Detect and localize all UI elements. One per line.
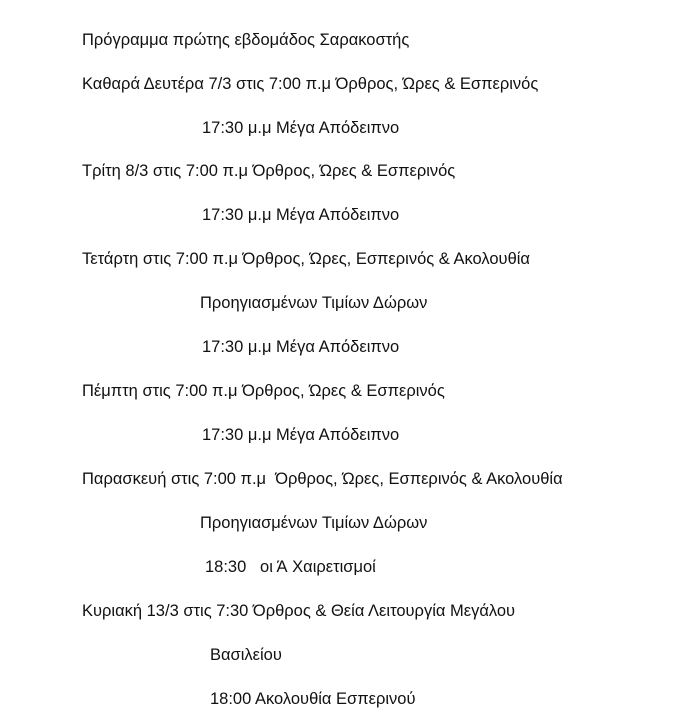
document-title: Πρόγραμμα πρώτης εβδομάδος Σαρακοστής <box>82 31 410 49</box>
wednesday-evening-line: 17:30 μ.μ Μέγα Απόδειπνο <box>202 338 400 356</box>
sunday-services-continuation: Βασιλείου <box>210 646 282 664</box>
wednesday-services-continuation: Προηγιασμένων Τιμίων Δώρων <box>200 294 428 312</box>
sunday-services-line: Κυριακή 13/3 στις 7:30 Όρθρος & Θεία Λειτουργία Μεγάλου <box>82 602 516 620</box>
friday-evening-line: 18:30 οι Ά Χαιρετισμοί <box>205 558 376 576</box>
friday-services-continuation: Προηγιασμένων Τιμίων Δώρων <box>200 514 428 532</box>
tuesday-services-line: Τρίτη 8/3 στις 7:00 π.μ Όρθρος, Ώρες & Εσπερινός <box>82 162 456 180</box>
tuesday-evening-line: 17:30 μ.μ Μέγα Απόδειπνο <box>202 206 400 224</box>
thursday-services-line: Πέμπτη στις 7:00 π.μ Όρθρος, Ώρες & Εσπερινός <box>82 382 445 400</box>
friday-services-line: Παρασκευή στις 7:00 π.μ Όρθρος, Ώρες, Εσπερινός & Ακολουθία <box>82 470 563 488</box>
thursday-evening-line: 17:30 μ.μ Μέγα Απόδειπνο <box>202 426 400 444</box>
sunday-evening-line: 18:00 Ακολουθία Εσπερινού <box>210 690 416 708</box>
monday-evening-line: 17:30 μ.μ Μέγα Απόδειπνο <box>202 119 400 137</box>
monday-services-line: Καθαρά Δευτέρα 7/3 στις 7:00 π.μ Όρθρος, Ώρες & Εσπερινός <box>82 75 539 93</box>
wednesday-services-line: Τετάρτη στις 7:00 π.μ Όρθρος, Ώρες, Εσπερινός & Ακολουθία <box>82 250 530 268</box>
